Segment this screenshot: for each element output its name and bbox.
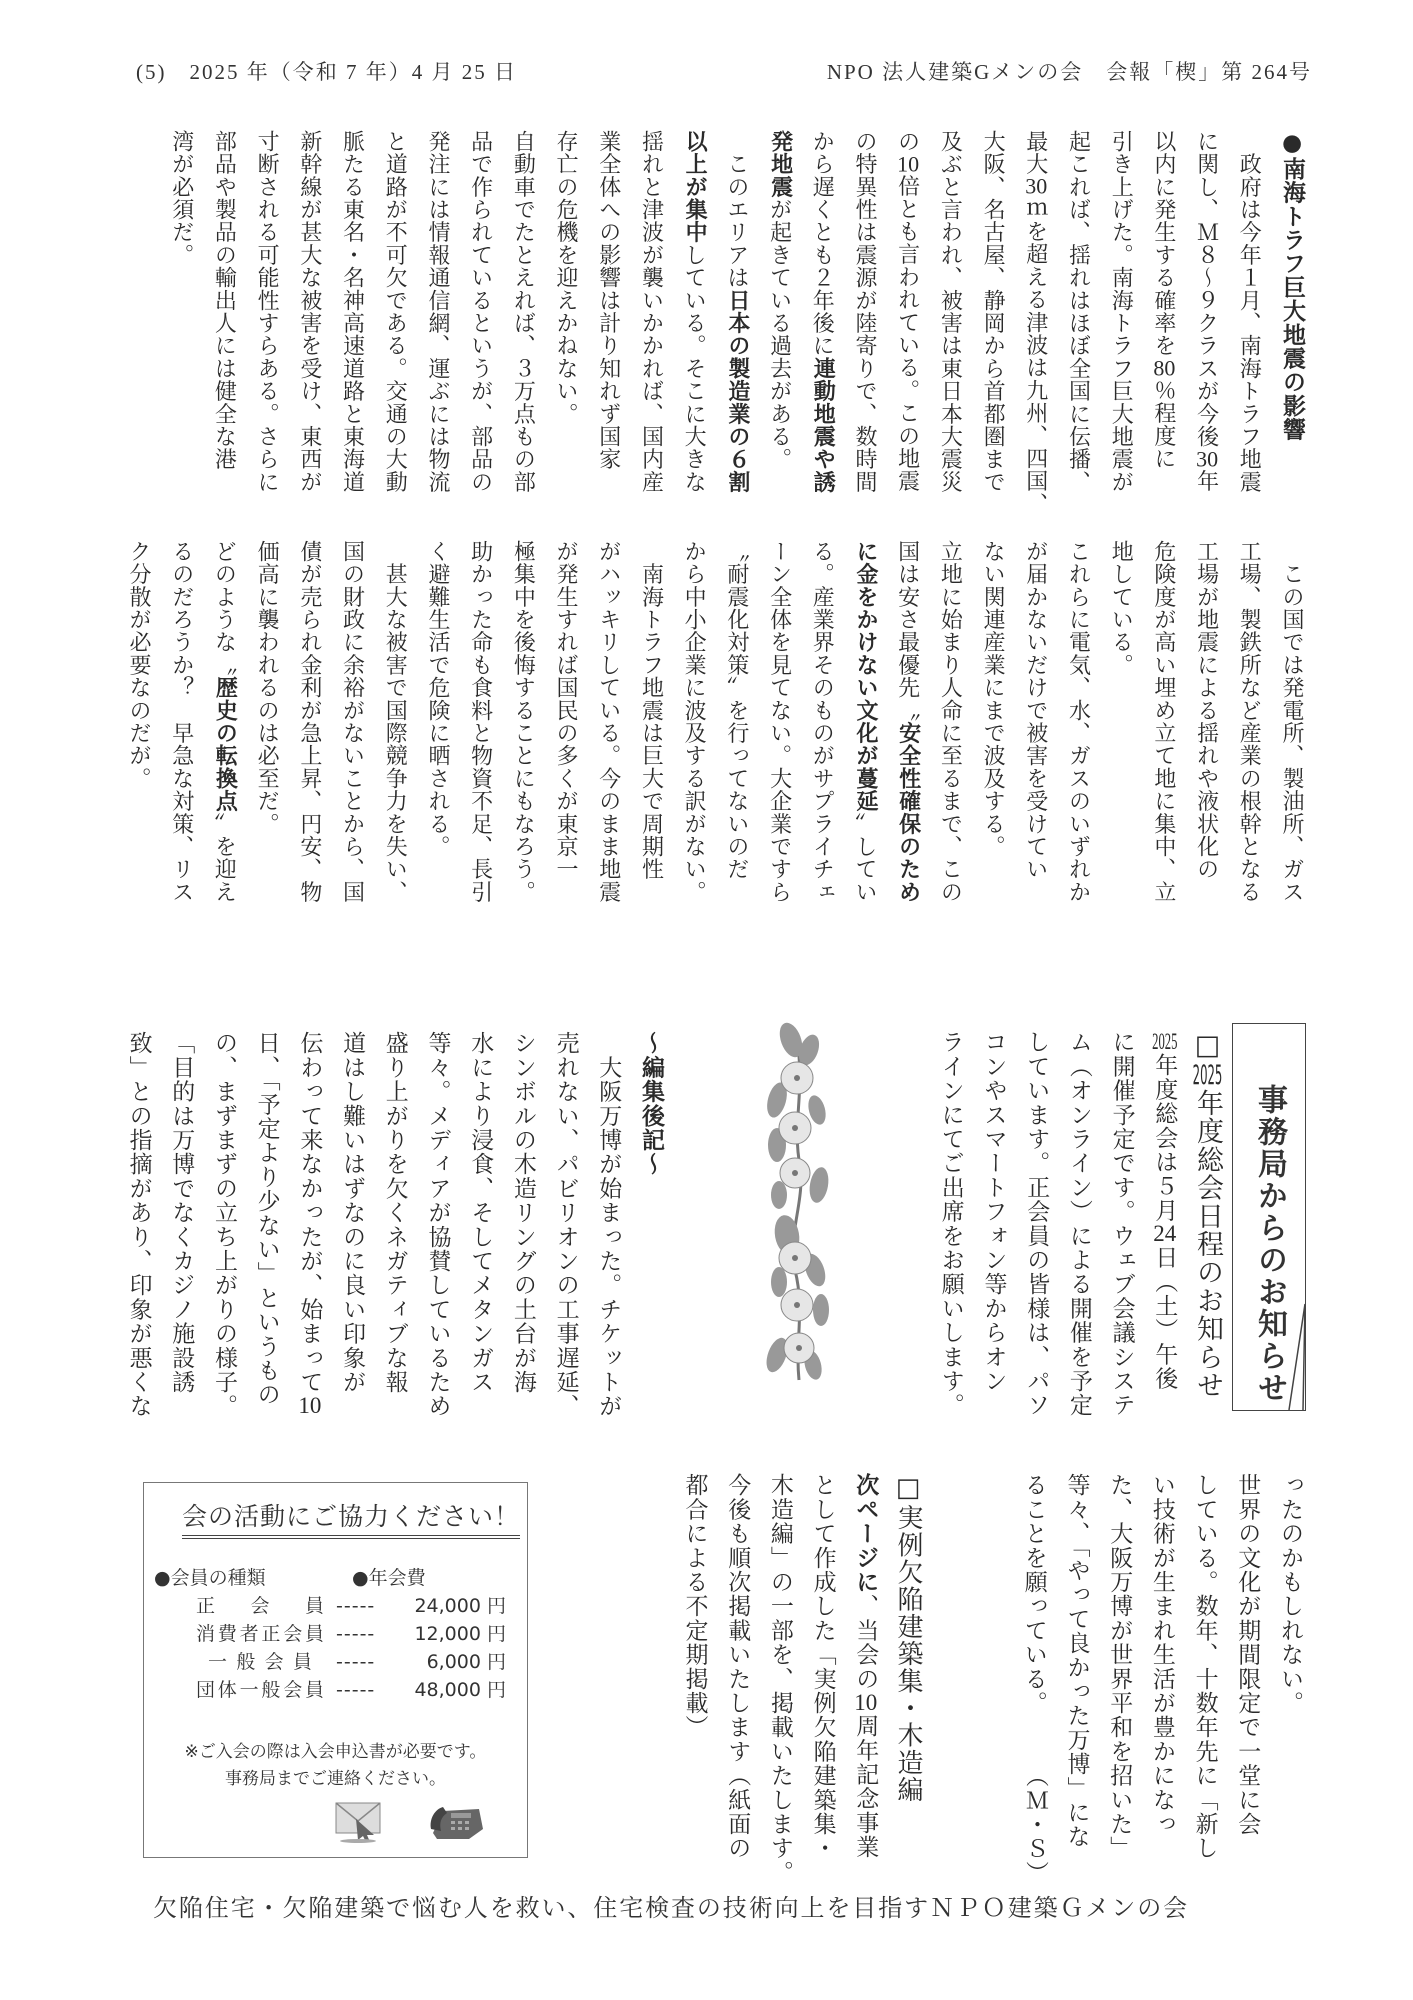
fee-amount: 12,000 円 — [414, 1623, 506, 1645]
article-middle-tier — [117, 540, 1313, 903]
text-column: 等々。メディアが協賛しているため — [425, 1031, 451, 1419]
text-column: ったのかもしれない。 — [1278, 1473, 1303, 1715]
text-column: 木造編」の一部を、掲載いたします。 — [767, 1473, 793, 1885]
bold-emphasis: 日本の製造業の６割 — [724, 288, 750, 494]
text-column: 都合による不定期掲載） — [682, 1473, 708, 1740]
notice-heading: □2025年度総会日程のお知らせ — [1192, 1030, 1223, 1400]
member-type: 一般会員 — [208, 1651, 312, 1673]
casebook-lines — [673, 1473, 887, 1884]
text-column — [758, 130, 801, 515]
casebook-heading: □実例欠陥建築集・木造編 — [893, 1473, 923, 1804]
text-column: が届かないだけで被害を受けてい — [1023, 540, 1049, 881]
text-segment: 国は安さ最優先〝 — [895, 540, 921, 722]
footer-slogan: 欠陥住宅・欠陥建築で悩む人を救い、住宅検査の技術向上を目指すＮＰＯ建築Ｇメンの会 — [153, 1896, 1189, 1922]
text-column: ム（オンライン）による開催を予定 — [1066, 1030, 1092, 1418]
text-column: 脈たる東名・名神高速道路と東海道 — [340, 130, 366, 494]
text-column: 日、「予定より少ない」というもの — [254, 1031, 280, 1407]
editorial-continued-lines — [1012, 1473, 1311, 1860]
text-column: ることを願っている。 — [1021, 1473, 1047, 1715]
member-type: 団体一般会員 — [196, 1679, 324, 1701]
text-segment: が起きている過去がある。 — [767, 198, 793, 471]
fee-amount: 24,000 円 — [414, 1595, 506, 1617]
text-column: 揺れと津波が襲いかかれば、国内産 — [639, 130, 665, 494]
text-column: 伝わって来なかったが、始まって10 — [297, 1031, 323, 1417]
newsletter-title: NPO 法人建築Gメンの会 会報「楔」第 264号 — [826, 60, 1312, 84]
text-column: た、大阪万博が世界平和を招いた」 — [1107, 1473, 1133, 1861]
text-column: しています。正会員の皆様は、パソ — [1024, 1030, 1050, 1418]
text-column: 政府は今年１月、南海トラフ地震 — [1237, 130, 1263, 494]
text-column: 道はし難いはずなのに良い印象が — [340, 1031, 366, 1394]
fee-row — [196, 1619, 506, 1646]
text-column: から中小企業に波及する訳がない。 — [682, 540, 708, 904]
application-note: ※ご入会の際は入会申込書が必要です。 — [184, 1742, 487, 1762]
bold-emphasis: に金をかけない文化が蔓延 — [852, 540, 878, 813]
text-column: 最大30ｍを超える津波は九州、四国、 — [1023, 130, 1049, 516]
issue-date: (5) 2025 年（令和 7 年）4 月 25 日 — [136, 60, 517, 84]
text-column — [844, 1473, 887, 1884]
dash-leader: ----- — [336, 1623, 376, 1645]
text-column: 以内に発生する確率を80％程度に — [1151, 130, 1177, 470]
text-column: 今後も順次掲載いたします（紙面の — [725, 1473, 751, 1861]
text-column: 部品や製品の輸出人には健全な港 — [212, 130, 238, 471]
fee-amount: 48,000 円 — [414, 1679, 506, 1701]
text-column: 引き上げた。南海トラフ巨大地震が — [1109, 130, 1135, 494]
text-column: がハッキリしている。今のまま地震 — [596, 540, 622, 904]
general-meeting-notice — [929, 1030, 1228, 1417]
text-column: ない関連産業にまで波及する。 — [981, 540, 1007, 858]
mail-icon — [334, 1801, 384, 1843]
text-column: 寸断される可能性すらある。さらに — [255, 130, 281, 494]
bold-emphasis: 次ページに — [852, 1473, 879, 1594]
text-segment: 〟してい — [852, 812, 878, 904]
text-column: 〝耐震化対策〟を行ってないのだ — [724, 540, 750, 881]
bold-emphasis: 以上が集中 — [682, 130, 708, 244]
text-column: 国の財政に余裕がないことから、国 — [340, 540, 366, 904]
casebook-notice — [673, 1473, 929, 1884]
text-column: が発生すれば国民の多くが東京一 — [554, 540, 580, 881]
fee-row — [196, 1675, 506, 1702]
text-column: ク分散が必要なのだが。 — [127, 540, 153, 790]
text-segment: から遅くとも２年後に — [810, 130, 836, 357]
text-column: 価高に襲われるのは必至だ。 — [255, 540, 281, 836]
text-column: 存亡の危機を迎えかねない。 — [554, 130, 580, 426]
text-column: として作成した「実例欠陥建築集・ — [810, 1473, 836, 1861]
text-column: 債が売られ金利が急上昇、円安、物 — [297, 540, 323, 904]
text-column: ラインにてご出席をお願いします。 — [938, 1030, 964, 1418]
bold-emphasis: 安全性確保のため — [895, 721, 921, 904]
text-column — [843, 540, 886, 903]
text-column: 世界の文化が期間限定で一堂に会 — [1235, 1473, 1261, 1836]
article-top-lines — [160, 130, 1270, 515]
text-column — [715, 130, 758, 515]
text-column: ーン全体を見てない。大企業ですら — [767, 540, 793, 904]
text-column — [203, 540, 246, 903]
membership-title: 会の活動にご協力ください！ — [182, 1497, 520, 1539]
editorial — [117, 1031, 672, 1418]
dash-leader: ----- — [336, 1595, 376, 1617]
text-segment: している。そこに大きな — [682, 243, 708, 494]
notice-lines — [929, 1030, 1185, 1417]
text-column: に開催予定です。ウェブ会議システ — [1109, 1030, 1135, 1418]
text-column: く避難生活で危険に晒される。 — [425, 540, 451, 858]
text-column: の特異性は震源が陸寄りで、数時間 — [852, 130, 878, 494]
dash-leader: ----- — [336, 1679, 376, 1701]
text-column: 極集中を後悔することにもなろう。 — [511, 540, 537, 904]
text-segment: 、当会の10周年記念事業 — [853, 1594, 879, 1860]
text-column: 立地に始まり人命に至るまで、この — [938, 540, 964, 904]
text-column: 業全体への影響は計り知れず国家 — [596, 130, 622, 471]
flower-vine-illustration — [765, 1020, 831, 1386]
text-segment: このエリアは — [724, 130, 750, 289]
member-type: 正会員 — [196, 1595, 324, 1617]
office-notice-box — [1232, 1023, 1306, 1411]
text-column — [672, 130, 715, 515]
text-column: 湾が必須だ。 — [169, 130, 195, 267]
dash-leader: ----- — [336, 1651, 376, 1673]
article-middle-lines — [117, 540, 1313, 903]
text-column: と道路が不可欠である。交通の大動 — [383, 130, 409, 494]
editorial-continued — [1012, 1473, 1311, 1860]
editorial-lines — [117, 1031, 629, 1418]
text-column: 自動車でたとえれば、３万点もの部 — [511, 130, 537, 494]
text-column: 盛り上がりを欠くネガティブな報 — [382, 1031, 408, 1394]
text-column: している。数年、十数年先に「新し — [1192, 1473, 1218, 1861]
fee-row — [196, 1647, 506, 1674]
text-column — [801, 130, 844, 515]
text-column: の10倍とも言われている。この地震 — [895, 130, 921, 493]
office-notice-title: 事務局からのお知らせ — [1252, 1084, 1287, 1404]
bold-emphasis: 発地震 — [767, 130, 793, 199]
text-column: 地している。 — [1109, 540, 1135, 677]
text-column — [886, 540, 929, 903]
text-column: 致」との指摘があり、印象が悪くな — [126, 1031, 152, 1419]
text-column: るのだろうか？ 早急な対策、リス — [169, 540, 195, 904]
text-column: 大阪万博が始まった。チケットが — [596, 1031, 622, 1419]
text-column: 助かった命も食料と物資不足、長引 — [468, 540, 494, 904]
page-curl-icon — [1285, 1302, 1307, 1412]
article-top-tier — [160, 130, 1313, 515]
fee-row — [196, 1591, 506, 1618]
text-column: 品で作られているというが、部品の — [468, 130, 494, 494]
text-column: 及ぶと言われ、被害は東日本大震災 — [938, 130, 964, 494]
text-column: シンボルの木造リングの土台が海 — [510, 1031, 536, 1394]
text-segment: どのような〝 — [212, 540, 238, 677]
text-column: る。産業界そのものがサプライチェ — [810, 540, 836, 904]
text-column: 甚大な被害で国際競争力を失い、 — [383, 540, 409, 904]
text-column: 売れない、パビリオンの工事遅延、 — [553, 1031, 579, 1419]
text-column: に関し、Ｍ８～９クラスが今後30年 — [1194, 130, 1220, 493]
text-column: 「目的は万博でなくカジノ施設誘 — [169, 1031, 195, 1394]
editorial-heading: ～編集後記～ — [638, 1031, 664, 1177]
text-column: の、まずまずの立ち上がりの様子。 — [211, 1031, 237, 1419]
text-column: 危険度が高い埋め立て地に集中、立 — [1151, 540, 1177, 904]
text-column: これらに電気、水、ガスのいずれか — [1066, 540, 1092, 904]
member-type-header: ●会員の種類 — [154, 1567, 266, 1589]
text-column: コンやスマートフォン等からオン — [981, 1030, 1007, 1393]
member-type: 消費者正会員 — [196, 1623, 324, 1645]
text-column: 新幹線が甚大な被害を受け、東西が — [297, 130, 323, 494]
text-column: 南海トラフ地震は巨大で周期性 — [639, 540, 665, 881]
text-segment: 〟を迎え — [212, 812, 238, 904]
bold-emphasis: 歴史の転換点 — [212, 676, 238, 813]
membership-box — [143, 1482, 528, 1858]
text-column: 工場、製鉄所など産業の根幹となる — [1237, 540, 1263, 904]
text-column: 大阪、名古屋、静岡から首都圏まで — [981, 130, 1007, 494]
fee-amount: 6,000 円 — [426, 1651, 506, 1673]
annual-fee-header: ●年会費 — [352, 1567, 426, 1589]
text-column: 2025年度総会は５月24日（土）午後 — [1152, 1030, 1178, 1391]
text-column: この国では発電所、製油所、ガス — [1280, 540, 1305, 904]
text-column: い技術が生まれ生活が豊かになっ — [1149, 1473, 1175, 1836]
bold-emphasis: 連動地震や誘 — [810, 357, 836, 494]
contact-note: 事務局までご連絡ください。 — [225, 1769, 446, 1789]
editorial-signature: （Ｍ・Ｓ） — [1023, 1764, 1048, 1885]
text-column: 水により浸食、そしてメタンガス — [468, 1031, 494, 1394]
text-column: 工場が地震による揺れや液状化の — [1194, 540, 1220, 881]
text-column: 起これば、揺れはほぼ全国に伝播、 — [1066, 130, 1092, 494]
text-column: 発注には情報通信網、運ぶには物流 — [425, 130, 451, 494]
article-heading: ●南海トラフ巨大地震の影響 — [1279, 130, 1305, 442]
telephone-icon — [429, 1803, 485, 1841]
text-column: 等々、「やって良かった万博」にな — [1064, 1473, 1090, 1849]
